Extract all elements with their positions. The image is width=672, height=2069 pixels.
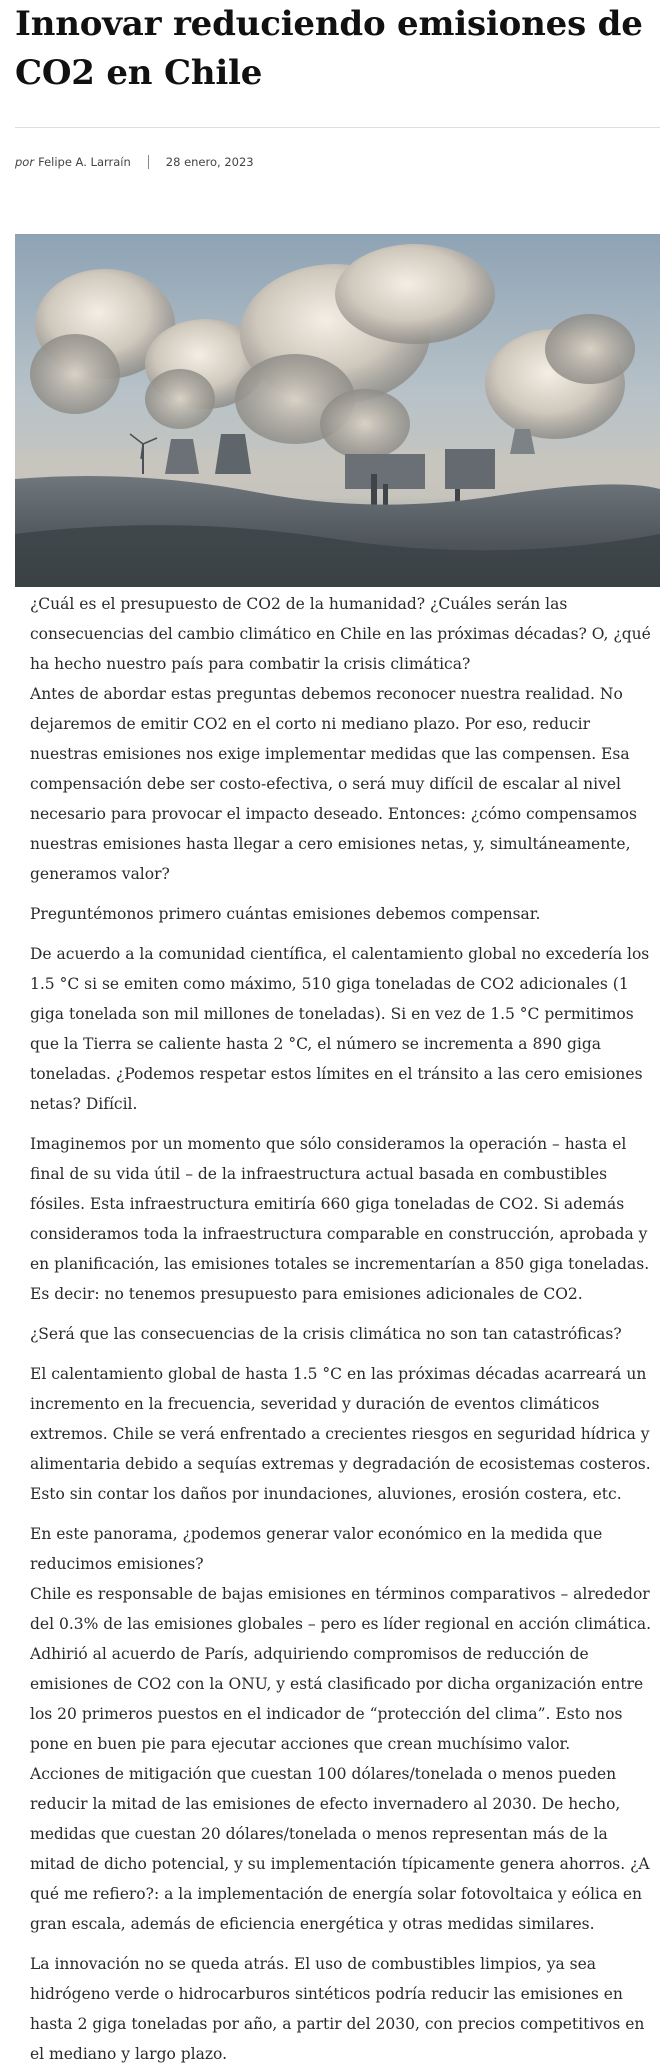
article-meta xyxy=(15,154,660,170)
body-paragraph: El calentamiento global de hasta 1.5 °C en las próximas décadas acarreará un incremento en la frecuencia, severidad y duración de eventos climáticos extremos. Chile se verá enfrentado a crecientes riesgos en seguridad hídrica y alimentaria debido a sequías extremas y degradación de ecosistemas costeros. Esto sin contar los daños por inundaciones, aluviones, erosión costera, etc. xyxy=(30,1365,651,1503)
article xyxy=(15,0,660,2069)
body-paragraph: En este panorama, ¿podemos generar valor económico en la medida que reducimos emisiones? xyxy=(30,1525,603,1573)
body-paragraph: ¿Será que las consecuencias de la crisis climática no son tan catastróficas? xyxy=(30,1325,622,1343)
article-title: Innovar reduciendo emisiones de CO2 en Chile xyxy=(15,4,643,93)
author-name[interactable]: Felipe A. Larraín xyxy=(38,155,131,169)
body-paragraph: Imaginemos por un momento que sólo consideramos la operación – hasta el final de su vida útil – de la infraestructura actual basada en combustibles fósiles. Esta infraestructura emitiría 660 giga toneladas de CO2. Si además consideramos toda la infraestructura comparable en construcción, aprobada y en planificación, las emisiones totales se incrementarían a 850 giga toneladas. Es decir: no tenemos presupuesto para emisiones adicionales de CO2. xyxy=(30,1135,650,1303)
article-body xyxy=(15,589,660,2069)
body-paragraph: Preguntémonos primero cuántas emisiones debemos compensar. xyxy=(30,905,541,923)
body-paragraph: Acciones de mitigación que cuestan 100 dólares/tonelada o menos pueden reducir la mitad de las emisiones de efecto invernadero al 2030. De hecho, medidas que cuestan 20 dólares/tonelada o menos representan más de la mitad de dicho potencial, y su implementación típicamente genera ahorros. ¿A qué me refiero?: a la implementación de energía solar fotovoltaica y eólica en gran escala, además de eficiencia energética y otras medidas similares. xyxy=(30,1765,650,1933)
meta-separator xyxy=(148,155,149,169)
body-paragraph: De acuerdo a la comunidad científica, el calentamiento global no excedería los 1.5 °C si se emiten como máximo, 510 giga toneladas de CO2 adicionales (1 giga tonelada son mil millones de toneladas). Si en vez de 1.5 °C permitimos que la Tierra se caliente hasta 2 °C, el número se incrementa a 890 giga toneladas. ¿Podemos respetar estos límites en el tránsito a las cero emisiones netas? Difícil. xyxy=(30,945,650,1113)
body-paragraph: La innovación no se queda atrás. El uso de combustibles limpios, ya sea hidrógeno verde o hidrocarburos sintéticos podría reducir las emisiones en hasta 2 giga toneladas por año, a partir del 2030, con precios competitivos en el mediano y largo plazo. xyxy=(30,1955,645,2063)
body-paragraph: ¿Cuál es el presupuesto de CO2 de la humanidad? ¿Cuáles serán las consecuencias del cambio climático en Chile en las próximas décadas? O, ¿qué ha hecho nuestro país para combatir la crisis climática? xyxy=(30,595,651,673)
hero-image xyxy=(15,234,660,587)
title-divider xyxy=(15,127,660,128)
publish-date: 28 enero, 2023 xyxy=(165,155,254,169)
byline-prefix: por xyxy=(15,155,35,169)
body-paragraph: Antes de abordar estas preguntas debemos reconocer nuestra realidad. No dejaremos de emitir CO2 en el corto ni mediano plazo. Por eso, reducir nuestras emisiones nos exige implementar medidas que las compensen. Esa compensación debe ser costo-efectiva, o será muy difícil de escalar al nivel necesario para provocar el impacto deseado. Entonces: ¿cómo compensamos nuestras emisiones hasta llegar a cero emisiones netas, y, simultáneamente, generamos valor? xyxy=(30,685,637,883)
body-paragraph: Chile es responsable de bajas emisiones en términos comparativos – alrededor del 0.3% de las emisiones globales – pero es líder regional en acción climática. Adhirió al acuerdo de París, adquiriendo compromisos de reducción de emisiones de CO2 con la ONU, y está clasificado por dicha organización entre los 20 primeros puestos en el indicador de “protección del clima”. Esto nos pone en buen pie para ejecutar acciones que crean muchísimo valor. xyxy=(30,1585,652,1753)
